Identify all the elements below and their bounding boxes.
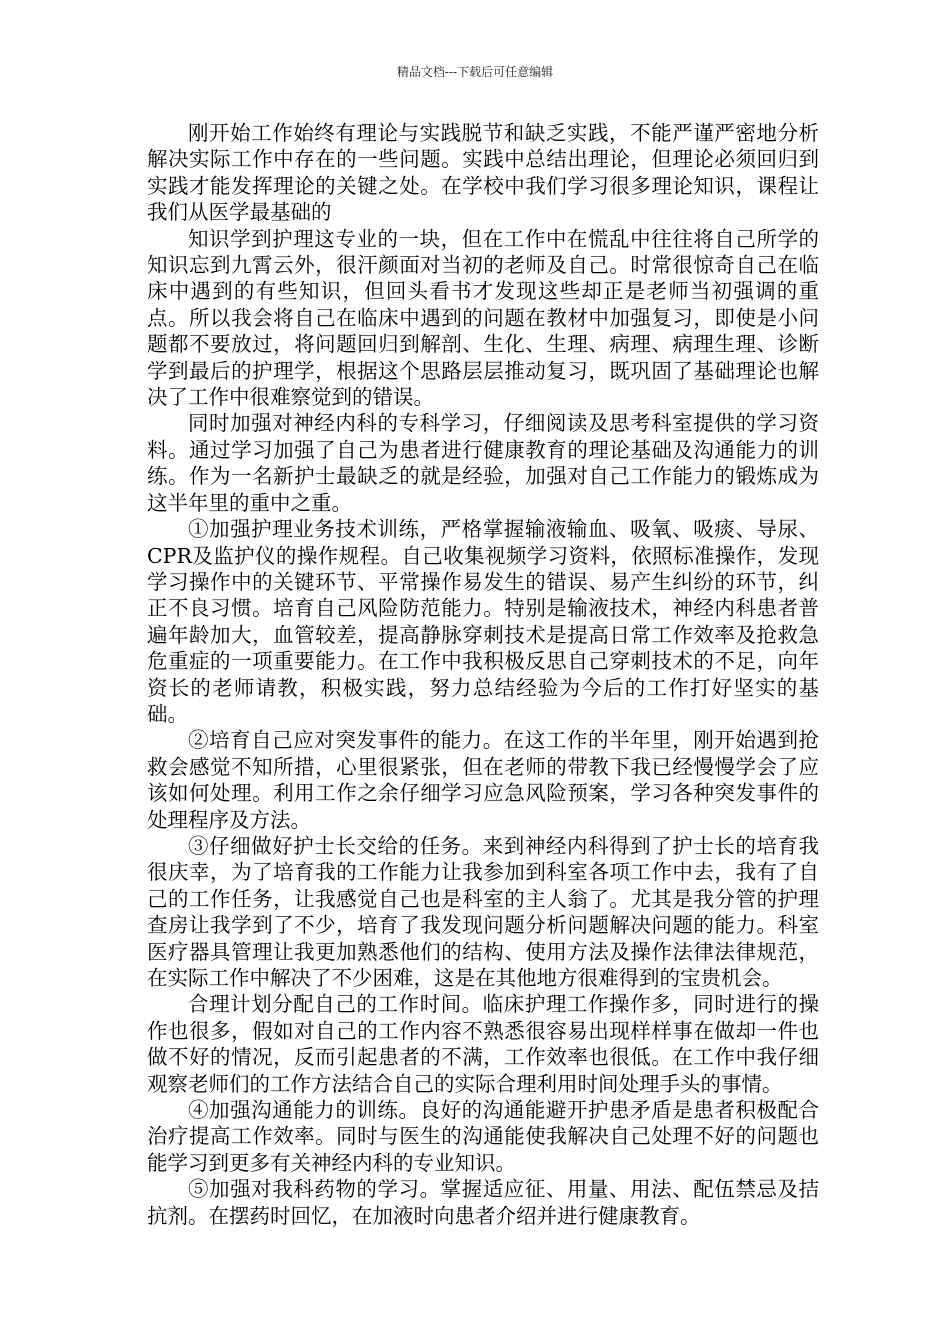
paragraph: ④加强沟通能力的训练。良好的沟通能避开护患矛盾是患者积极配合治疗提高工作效率。同时与医生的沟通能使我解决自己处理不好的问题也能学习到更多有关神经内科的专业知识。	[147, 1098, 819, 1175]
paragraph: 同时加强对神经内科的专科学习，仔细阅读及思考科室提供的学习资料。通过学习加强了自己为患者进行健康教育的理论基础及沟通能力的训练。作为一名新护士最缺乏的就是经验，加强对自己工作能力的锻炼成为这半年里的重中之重。	[147, 411, 819, 515]
paragraph: ②培育自己应对突发事件的能力。在这工作的半年里，刚开始遇到抢救会感觉不知所措，心里很紧张，但在老师的带教下我已经慢慢学会了应该如何处理。利用工作之余仔细学习应急风险预案，学习各种突发事件的处理程序及方法。	[147, 728, 819, 832]
paragraph: 刚开始工作始终有理论与实践脱节和缺乏实践，不能严谨严密地分析解决实际工作中存在的一些问题。实践中总结出理论，但理论必须回归到实践才能发挥理论的关键之处。在学校中我们学习很多理论知识，课程让我们从医学最基础的	[147, 121, 819, 225]
page-header: 精品文档---下载后可任意编辑	[396, 65, 554, 79]
paragraph: 合理计划分配自己的工作时间。临床护理工作操作多，同时进行的操作也很多，假如对自己的工作内容不熟悉很容易出现样样事在做却一件也做不好的情况，反而引起患者的不满，工作效率也很低。在工作中我仔细观察老师们的工作方法结合自己的实际合理利用时间处理手头的事情。	[147, 992, 819, 1096]
paragraph: ⑤加强对我科药物的学习。掌握适应征、用量、用法、配伍禁忌及拮抗剂。在摆药时回忆，在加液时向患者介绍并进行健康教育。	[147, 1177, 819, 1228]
paragraph: ③仔细做好护士长交给的任务。来到神经内科得到了护士长的培育我很庆幸，为了培育我的工作能力让我参加到科室各项工作中去，我有了自己的工作任务，让我感觉自己也是科室的主人翁了。尤其是我分管的护理查房让我学到了不少，培育了我发现问题分析问题解决问题的能力。科室医疗器具管理让我更加熟悉他们的结构、使用方法及操作法律法律规范，在实际工作中解决了不少困难，这是在其他地方很难得到的宝贵机会。	[147, 833, 819, 990]
paragraph: 知识学到护理这专业的一块，但在工作中在慌乱中往往将自己所学的知识忘到九霄云外，很汗颜面对当初的老师及自己。时常很惊奇自己在临床中遇到的有些知识，但回头看书才发现这些却正是老师当初强调的重点。所以我会将自己在临床中遇到的问题在教材中加强复习，即使是小问题都不要放过，将问题回归到解剖、生化、生理、病理、病理生理、诊断学到最后的护理学，根据这个思路层层推动复习，既巩固了基础理论也解决了工作中很难察觉到的错误。	[147, 226, 819, 410]
paragraph: ①加强护理业务技术训练，严格掌握输液输血、吸氧、吸痰、导尿、CPR及监护仪的操作规程。自己收集视频学习资料，依照标准操作，发现学习操作中的关键环节、平常操作易发生的错误、易产生纠纷的环节，纠正不良习惯。培育自己风险防范能力。特别是输液技术，神经内科患者普遍年龄加大，血管较差，提高静脉穿刺技术是提高日常工作效率及抢救急危重症的一项重要能力。在工作中我积极反思自己穿刺技术的不足，向年资长的老师请教，积极实践，努力总结经验为今后的工作打好坚实的基础。	[147, 517, 819, 726]
document-body	[147, 120, 819, 1229]
